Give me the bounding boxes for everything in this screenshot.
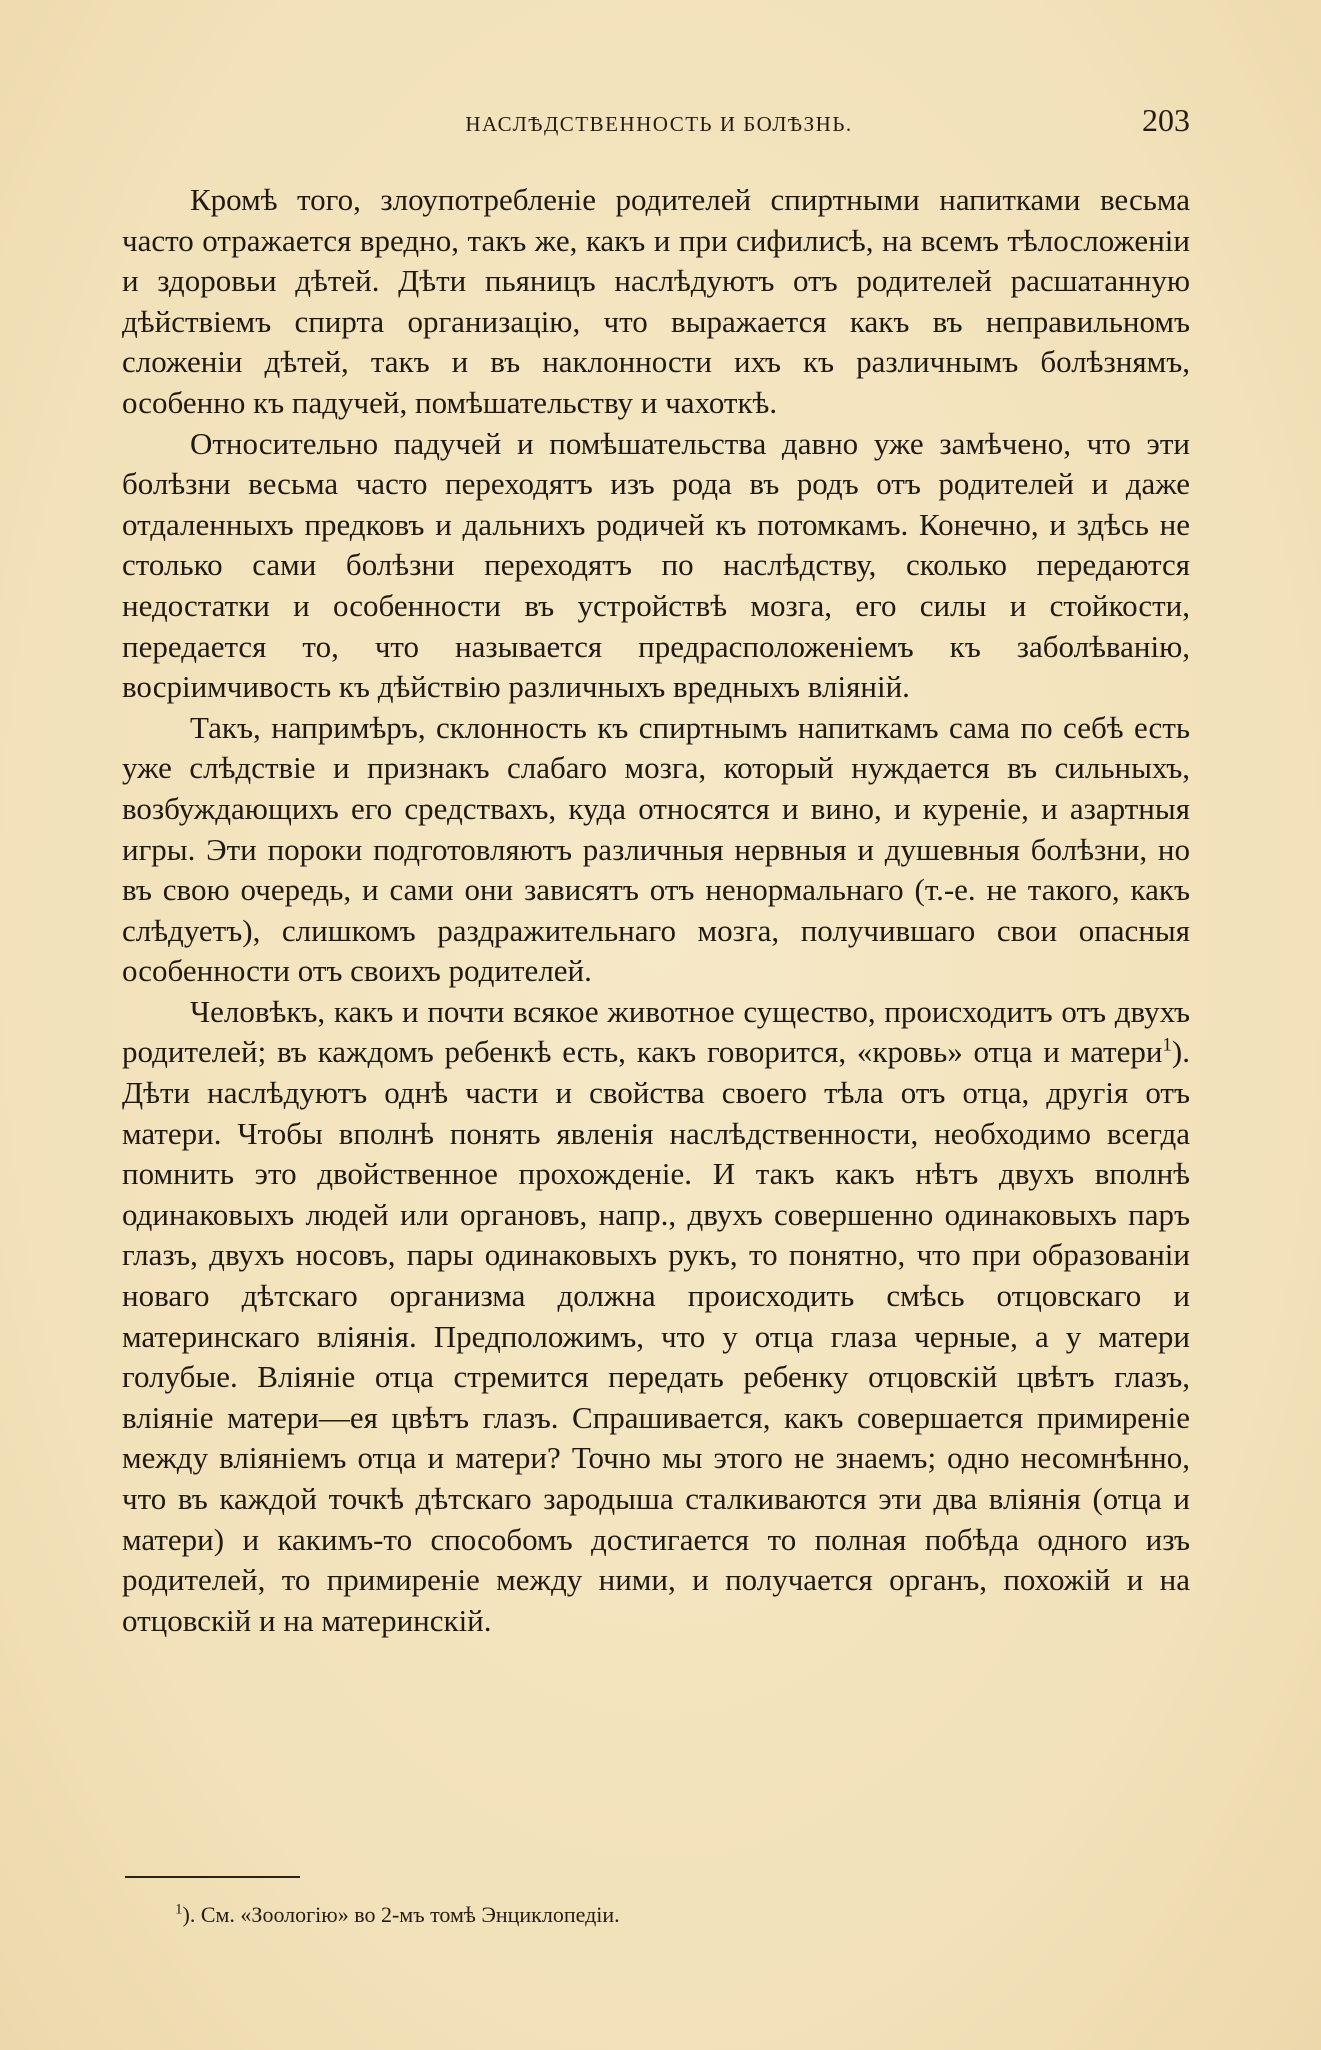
paragraph-1: Кромѣ того, злоупотребленіе родителей спиртными напитками весьма часто отражается вредно, такъ же, какъ и при сифилисѣ, на всемъ тѣлосложеніи и здоровьи дѣтей. Дѣти пьяницъ наслѣдуютъ отъ родителей расшатанную дѣйствіемъ спирта организацію, что выражается какъ въ неправильномъ сложеніи дѣтей, такъ и въ наклонности ихъ къ различнымъ болѣзнямъ, особенно къ падучей, помѣшательству и чахоткѣ. <box>122 182 1190 420</box>
page-header <box>128 100 1190 144</box>
running-title: НАСЛѢДСТВЕННОСТЬ И БОЛѢЗНЬ. <box>465 112 853 136</box>
paragraph-4 <box>122 992 1190 1642</box>
footnote-mark: 1 <box>175 1901 183 1918</box>
paragraph-4-text-before: Человѣкъ, какъ и почти всякое животное существо, происходитъ отъ двухъ родителей; въ каждомъ ребенкѣ есть, какъ говорится, «кровь» отца и матери <box>122 993 1190 1070</box>
main-text <box>122 180 1190 1641</box>
footnote-divider <box>125 1876 300 1878</box>
footnote-text: ). См. «Зоологію» во 2-мъ томѣ Энциклопедіи. <box>182 1902 620 1927</box>
paragraph-4-text-after: ). Дѣти наслѣдуютъ однѣ части и свойства своего тѣла отъ отца, другія отъ матери. Чтобы вполнѣ понять явленія наслѣдственности, необходимо всегда помнить это двойственное прохожденіе. И такъ какъ нѣтъ двухъ вполнѣ одинаковыхъ людей или органовъ, напр., двухъ совершенно одинаковыхъ паръ глазъ, двухъ носовъ, пары одинаковыхъ рукъ, то понятно, что при образованіи новаго дѣтскаго организма должна происходить смѣсь отцовскаго и материнскаго вліянія. Предположимъ, что у отца глаза черные, а у матери голубые. Вліяніе отца стремится передать ребенку отцовскій цвѣтъ глазъ, вліяніе матери—ея цвѣтъ глазъ. Спрашивается, какъ совершается примиреніе между вліяніемъ отца и матери? Точно мы этого не знаемъ; одно несомнѣнно, что въ каждой точкѣ дѣтскаго зародыша сталкиваются эти два вліянія (отца и матери) и какимъ-то способомъ достигается то полная побѣда одного изъ родителей, то примиреніе между ними, и получается органъ, похожій и на отцовскій и на материнскій. <box>122 1034 1190 1638</box>
paragraph-3: Такъ, напримѣръ, склонность къ спиртнымъ напиткамъ сама по себѣ есть уже слѣдствіе и признакъ слабаго мозга, который нуждается въ сильныхъ, возбуждающихъ его средствахъ, куда относятся и вино, и куреніе, и азартныя игры. Эти пороки подготовляютъ различныя нервныя и душевныя болѣзни, но въ свою очередь, и сами они зависятъ отъ ненормальнаго (т.-е. не такого, какъ слѣдуетъ), слишкомъ раздражительнаго мозга, получившаго свои опасныя особенности отъ своихъ родителей. <box>122 709 1190 989</box>
paragraph-2: Относительно падучей и помѣшательства давно уже замѣчено, что эти болѣзни весьма часто переходятъ изъ рода въ родъ отъ родителей и даже отдаленныхъ предковъ и дальнихъ родичей къ потомкамъ. Конечно, и здѣсь не столько сами болѣзни переходятъ по наслѣдству, сколько передаются недостатки и особенности въ устройствѣ мозга, его силы и стойкости, передается то, что называется предрасположеніемъ къ заболѣванію, восріимчивость къ дѣйствію различныхъ вредныхъ вліяній. <box>122 425 1190 705</box>
footnote <box>175 1902 1075 1928</box>
footnote-reference: 1 <box>1162 1035 1172 1057</box>
page-number: 203 <box>1142 102 1190 138</box>
